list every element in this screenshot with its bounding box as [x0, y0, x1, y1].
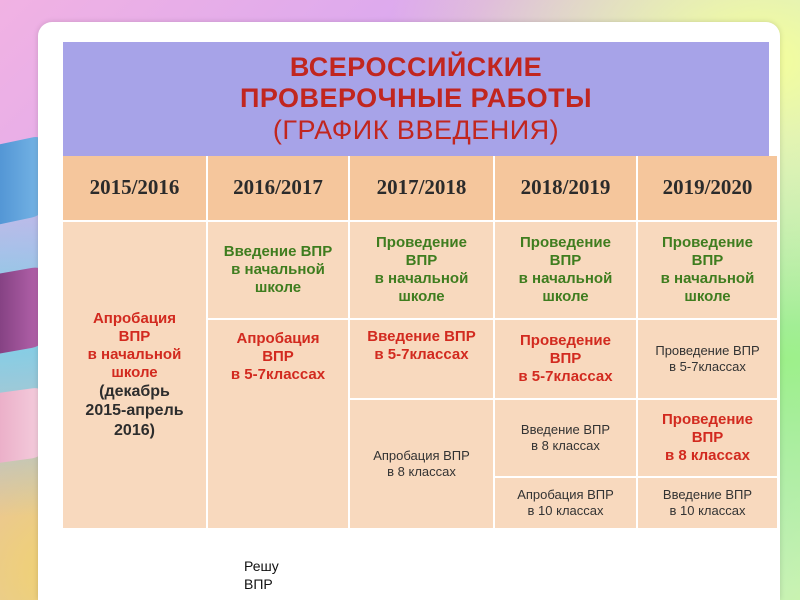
cell-2015-primary-text: Апробация ВПР в начальной школе [87, 310, 182, 382]
cell-2019-primary: Проведение ВПР в начальной школе [638, 222, 777, 318]
title-line-1: ВСЕРОССИЙСКИЕ [289, 52, 543, 83]
title-line-2: ПРОВЕРОЧНЫЕ РАБОТЫ [239, 83, 593, 114]
cell-2018-grade-8: Введение ВПР в 8 классах [495, 400, 636, 476]
year-header-2019: 2019/2020 [638, 156, 777, 220]
cell-2018-grade-10: Апробация ВПР в 10 классах [495, 478, 636, 528]
cell-2017-grade-8: Апробация ВПР в 8 классах [350, 400, 493, 528]
cell-2017-grades-5-7: Введение ВПР в 5-7классах [350, 320, 493, 398]
year-header-2015: 2015/2016 [63, 156, 206, 220]
cell-2015-primary [63, 222, 206, 528]
cell-2017-primary: Проведение ВПР в начальной школе [350, 222, 493, 318]
cell-2018-primary: Проведение ВПР в начальной школе [495, 222, 636, 318]
cell-2016-grades-5-7: Апробация ВПР в 5-7классах [208, 320, 348, 528]
cell-2015-primary-note: (декабрь 2015-апрель 2016) [85, 383, 184, 439]
footer-caption: Решу ВПР [244, 558, 279, 592]
cell-2019-grades-5-7: Проведение ВПР в 5-7классах [638, 320, 777, 398]
year-header-2018: 2018/2019 [495, 156, 636, 220]
schedule-table [63, 156, 769, 520]
cell-2019-grade-8: Проведение ВПР в 8 классах [638, 400, 777, 476]
year-header-2017: 2017/2018 [350, 156, 493, 220]
cell-2019-grade-10: Введение ВПР в 10 классах [638, 478, 777, 528]
cell-2018-grades-5-7: Проведение ВПР в 5-7классах [495, 320, 636, 398]
year-header-2016: 2016/2017 [208, 156, 348, 220]
cell-2016-primary: Введение ВПР в начальной школе [208, 222, 348, 318]
title-line-3: (ГРАФИК ВВЕДЕНИЯ) [272, 114, 560, 145]
slide-title [63, 42, 769, 156]
